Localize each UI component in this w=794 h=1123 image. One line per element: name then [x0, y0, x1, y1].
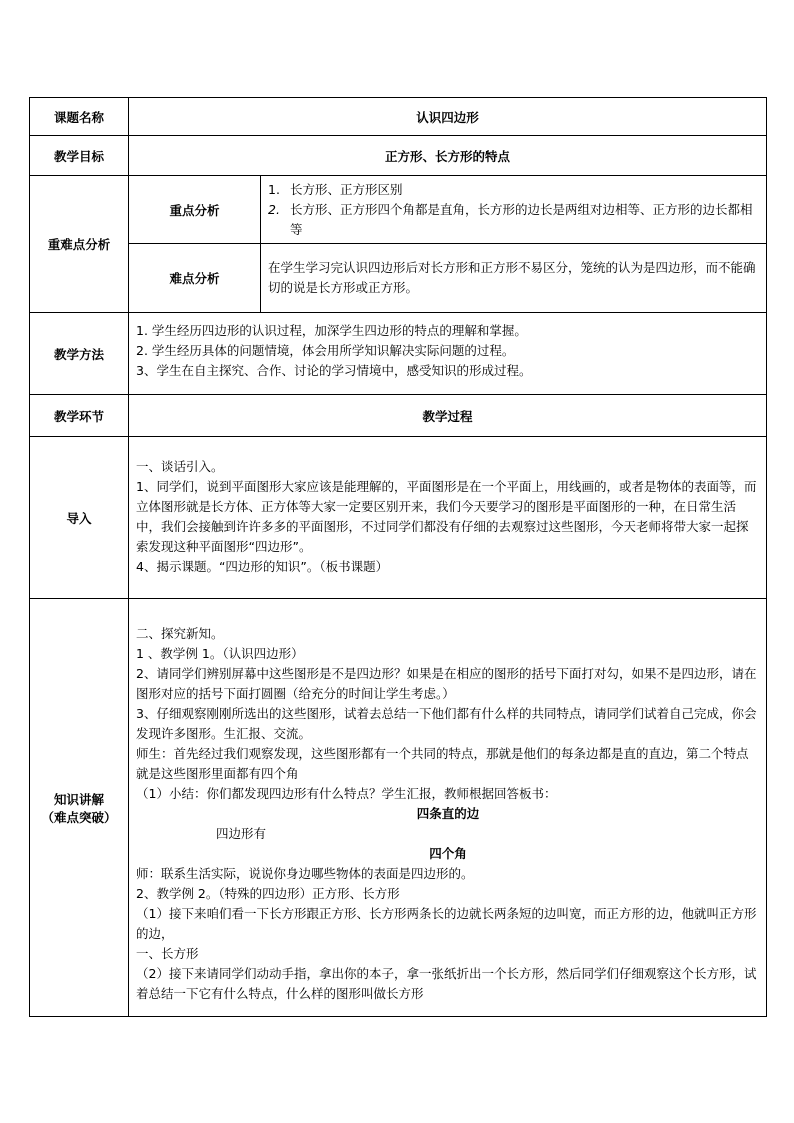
key-point-number: 2.	[268, 201, 280, 217]
row-process-header	[30, 395, 767, 437]
knowledge-line: 2、请同学们辨别屏幕中这些图形是不是四边形？如果是在相应的图形的括号下面打对勾，如果不是四边形，请在图形对应的括号下面打圆圈（给充分的时间让学生考虑。）	[136, 665, 757, 701]
intro-content	[129, 437, 767, 599]
row-key-points	[30, 176, 767, 244]
course-name-label: 课题名称	[30, 98, 129, 136]
goal-label: 教学目标	[30, 136, 129, 176]
difficult-points-label: 难点分析	[129, 244, 261, 313]
knowledge-content	[129, 599, 767, 1017]
key-point-item	[268, 180, 760, 200]
key-points-label: 重点分析	[129, 176, 261, 244]
knowledge-label	[30, 599, 129, 1017]
row-method	[30, 313, 767, 395]
key-point-number: 1.	[268, 181, 280, 197]
method-line: 3、学生在自主探究、合作、讨论的学习情境中，感受知识的形成过程。	[136, 362, 532, 378]
knowledge-line: 师：联系生活实际，说说你身边哪些物体的表面是四边形的。	[136, 865, 474, 881]
course-name-value: 认识四边形	[129, 98, 767, 136]
key-points-content	[261, 176, 767, 244]
lesson-plan-table	[29, 97, 767, 1017]
intro-line: 一、谈话引入。	[136, 458, 224, 474]
board-note-angles: 四个角	[429, 845, 467, 861]
knowledge-line: 2、教学例 2。（特殊的四边形）正方形、长方形	[136, 885, 400, 901]
key-point-text: 长方形、正方形四个角都是直角，长方形的边长是两组对边相等、正方形的边长都相等	[290, 201, 753, 237]
key-point-text: 长方形、正方形区别	[290, 181, 403, 197]
knowledge-line: 二、探究新知。	[136, 625, 224, 641]
knowledge-line: （2）接下来请同学们动动手指，拿出你的本子，拿一张纸折出一个长方形，然后同学们仔细观察这个长方形，试着总结一下它有什么特点，什么样的图形叫做长方形	[136, 965, 757, 1001]
goal-value: 正方形、长方形的特点	[129, 136, 767, 176]
knowledge-label-sub: （难点突破）	[41, 809, 117, 825]
row-difficult-points	[30, 244, 767, 313]
method-line: 1. 学生经历四边形的认识过程，加深学生四边形的特点的理解和掌握。	[136, 322, 527, 338]
knowledge-line: 一、长方形	[136, 945, 199, 961]
row-intro	[30, 437, 767, 599]
knowledge-line: 师生：首先经过我们观察发现，这些图形都有一个共同的特点，那就是他们的每条边都是直的直边，第二个特点就是这些图形里面都有四个角	[136, 745, 749, 781]
process-header-value: 教学过程	[129, 395, 767, 437]
row-knowledge	[30, 599, 767, 1017]
difficult-points-text: 在学生学习完认识四边形后对长方形和正方形不易区分，笼统的认为是四边形，而不能确切的说是长方形或正方形。	[261, 244, 767, 313]
board-note-edges: 四条直的边	[416, 805, 480, 821]
method-content	[129, 313, 767, 395]
method-line: 2. 学生经历具体的问题情境，体会用所学知识解决实际问题的过程。	[136, 342, 515, 358]
intro-label: 导入	[30, 437, 129, 599]
intro-line: 4、揭示课题。“四边形的知识”。（板书课题）	[136, 558, 389, 574]
knowledge-line: 3、仔细观察刚刚所选出的这些图形，试着去总结一下他们都有什么样的共同特点，请同学们试着自己完成，你会发现许多图形。生汇报、交流。	[136, 705, 757, 741]
key-point-item	[268, 200, 760, 240]
knowledge-line: 1 、教学例 1。（认识四边形）	[136, 645, 304, 661]
knowledge-line: （1）小结：你们都发现四边形有什么特点？学生汇报，教师根据回答板书：	[136, 785, 557, 801]
board-note-quad: 四边形有	[216, 825, 267, 841]
row-course-name	[30, 98, 767, 136]
knowledge-line: （1）接下来咱们看一下长方形跟正方形、长方形两条长的边就长两条短的边叫宽，而正方形的边，他就叫正方形的边，	[136, 905, 757, 941]
method-label: 教学方法	[30, 313, 129, 395]
intro-line: 1、同学们，说到平面图形大家应该是能理解的，平面图形是在一个平面上，用线画的，或者是物体的表面等，而立体图形就是长方体、正方体等大家一定要区别开来，我们今天要学习的图形是平面图形的一种，在日常生活中，我们会接触到许许多多的平面图形，不过同学们都没有仔细的去观察过这些图形，今天老师将带大家一起探索发现这种平面图形“四边形”。	[136, 478, 757, 554]
row-goal	[30, 136, 767, 176]
key-difficult-label: 重难点分析	[30, 176, 129, 313]
knowledge-label-main: 知识讲解	[53, 791, 104, 807]
process-stage-label: 教学环节	[30, 395, 129, 437]
